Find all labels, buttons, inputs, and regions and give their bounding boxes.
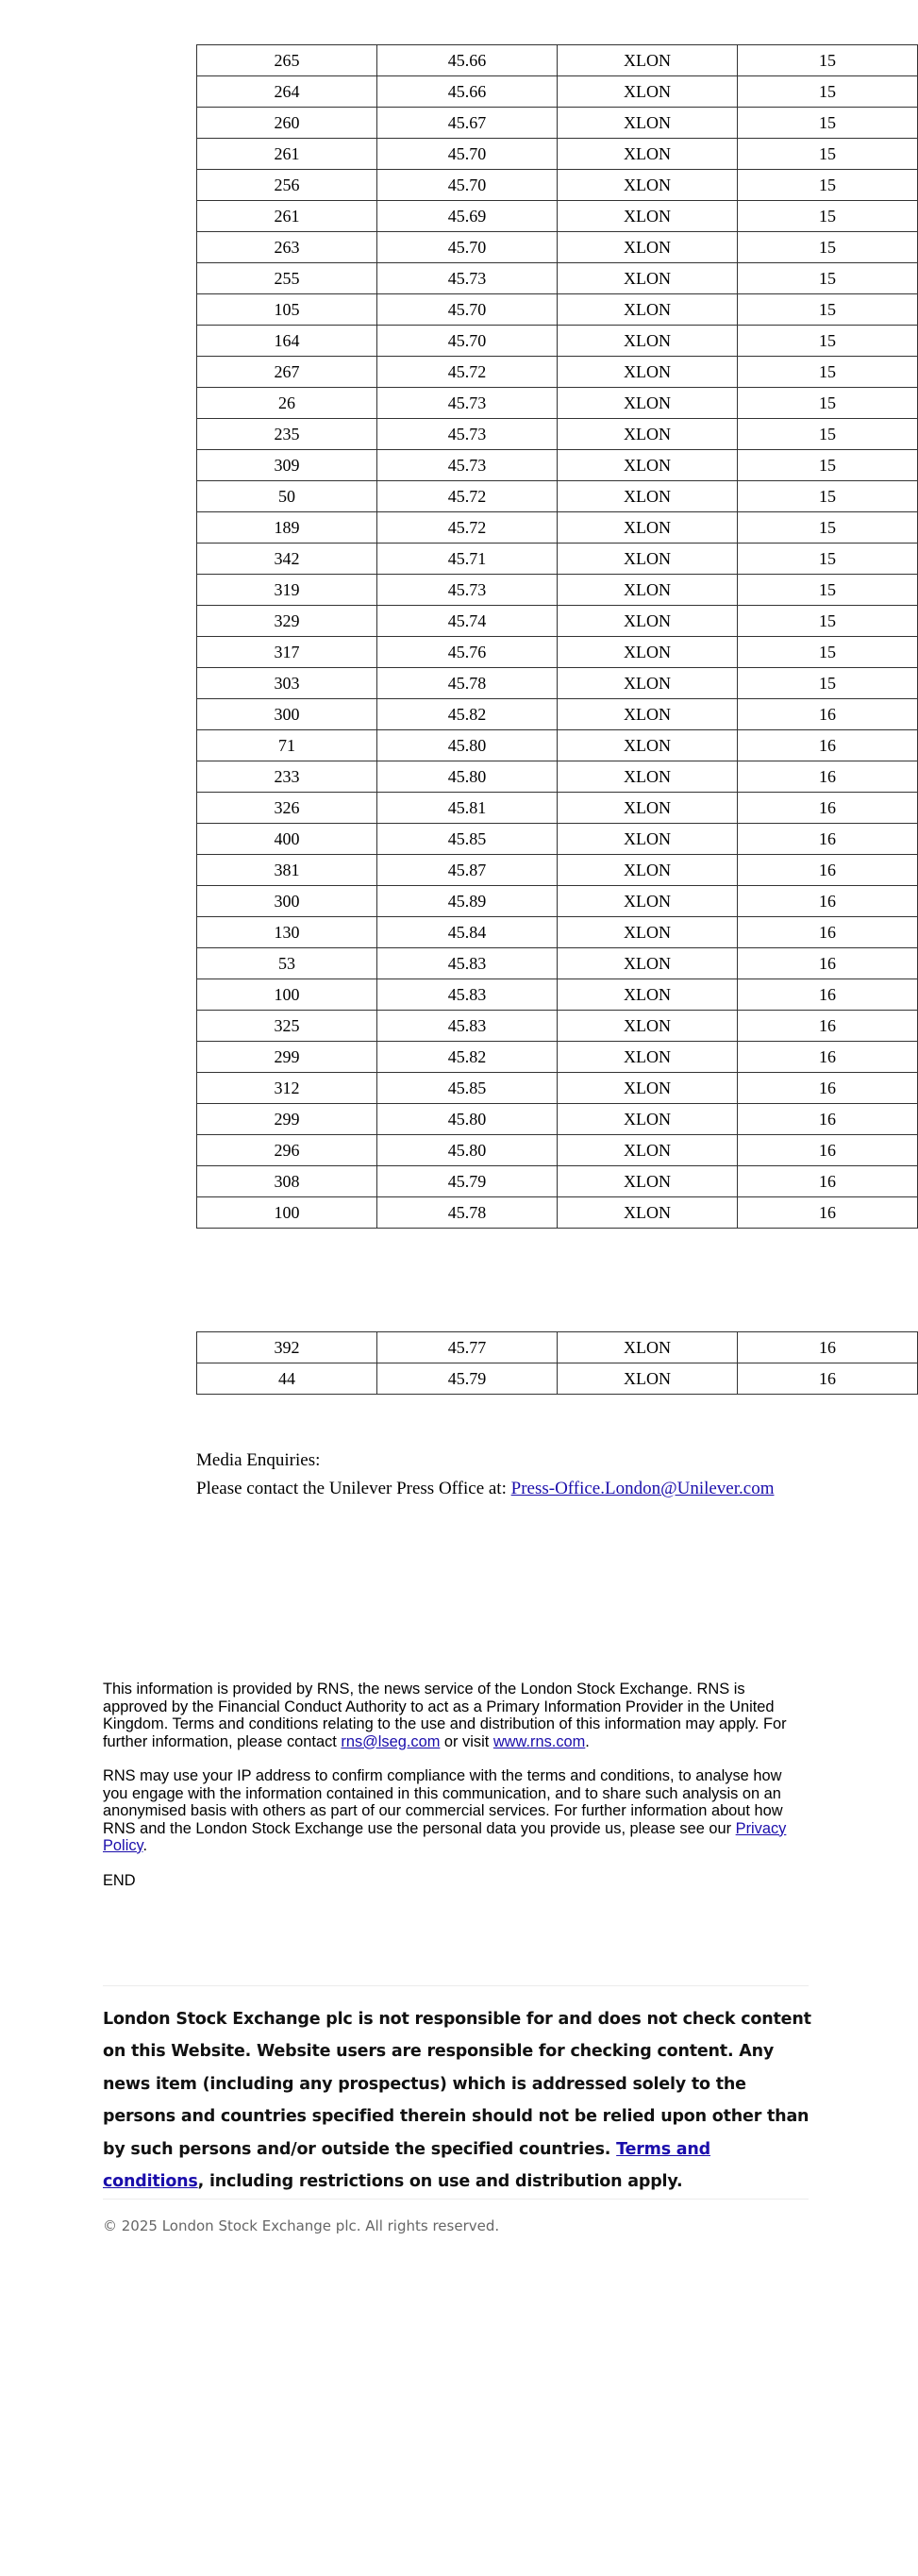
volume-cell: 261 xyxy=(197,201,377,232)
venue-cell: XLON xyxy=(558,294,738,326)
trade-table xyxy=(196,1331,918,1395)
time-cell: 16 xyxy=(738,1042,918,1073)
rns-privacy-text: RNS may use your IP address to confirm compliance with the terms and conditions, to analyse how you engage with the information contained in this communication, and to share such analysis on an anonymised basis with others as part of our commercial services. For further information about how RNS and the London Stock Exchange use the personal data you provide us, please see our xyxy=(103,1767,783,1837)
price-cell: 45.76 xyxy=(377,637,558,668)
table-row xyxy=(197,419,918,450)
volume-cell: 381 xyxy=(197,855,377,886)
table-row xyxy=(197,668,918,699)
rns-disclaimer xyxy=(103,1681,810,1906)
table-row xyxy=(197,1332,918,1363)
end-marker: END xyxy=(103,1871,136,1889)
volume-cell: 100 xyxy=(197,1197,377,1229)
lse-notice-end: , including restrictions on use and distribution apply. xyxy=(197,2172,683,2192)
volume-cell: 233 xyxy=(197,761,377,793)
table-row xyxy=(197,1011,918,1042)
time-cell: 16 xyxy=(738,1011,918,1042)
privacy-policy-link[interactable]: Privacy Policy xyxy=(103,1819,787,1854)
price-cell: 45.77 xyxy=(377,1332,558,1363)
volume-cell: 53 xyxy=(197,948,377,979)
time-cell: 15 xyxy=(738,419,918,450)
time-cell: 15 xyxy=(738,263,918,294)
venue-cell: XLON xyxy=(558,357,738,388)
table-row xyxy=(197,1197,918,1229)
price-cell: 45.89 xyxy=(377,886,558,917)
price-cell: 45.78 xyxy=(377,1197,558,1229)
rns-privacy-end: . xyxy=(142,1837,148,1854)
price-cell: 45.73 xyxy=(377,263,558,294)
volume-cell: 264 xyxy=(197,76,377,108)
volume-cell: 303 xyxy=(197,668,377,699)
table-row xyxy=(197,979,918,1011)
volume-cell: 299 xyxy=(197,1042,377,1073)
volume-cell: 265 xyxy=(197,45,377,76)
venue-cell: XLON xyxy=(558,948,738,979)
table-row xyxy=(197,1135,918,1166)
table-row xyxy=(197,450,918,481)
table-row xyxy=(197,575,918,606)
table-row xyxy=(197,170,918,201)
price-cell: 45.80 xyxy=(377,730,558,761)
volume-cell: 235 xyxy=(197,419,377,450)
volume-cell: 299 xyxy=(197,1104,377,1135)
price-cell: 45.78 xyxy=(377,668,558,699)
price-cell: 45.70 xyxy=(377,326,558,357)
rns-email-link[interactable]: rns@lseg.com xyxy=(341,1732,441,1750)
table-row xyxy=(197,263,918,294)
venue-cell: XLON xyxy=(558,108,738,139)
time-cell: 15 xyxy=(738,294,918,326)
price-cell: 45.66 xyxy=(377,76,558,108)
venue-cell: XLON xyxy=(558,1011,738,1042)
rns-info-paragraph xyxy=(103,1681,810,1750)
time-cell: 16 xyxy=(738,1135,918,1166)
venue-cell: XLON xyxy=(558,232,738,263)
table-row xyxy=(197,139,918,170)
price-cell: 45.72 xyxy=(377,481,558,512)
table-row xyxy=(197,917,918,948)
volume-cell: 296 xyxy=(197,1135,377,1166)
venue-cell: XLON xyxy=(558,45,738,76)
volume-cell: 325 xyxy=(197,1011,377,1042)
volume-cell: 300 xyxy=(197,699,377,730)
price-cell: 45.74 xyxy=(377,606,558,637)
time-cell: 15 xyxy=(738,388,918,419)
venue-cell: XLON xyxy=(558,1073,738,1104)
volume-cell: 392 xyxy=(197,1332,377,1363)
table-row xyxy=(197,326,918,357)
table-row xyxy=(197,357,918,388)
venue-cell: XLON xyxy=(558,730,738,761)
price-cell: 45.79 xyxy=(377,1166,558,1197)
volume-cell: 100 xyxy=(197,979,377,1011)
price-cell: 45.82 xyxy=(377,699,558,730)
venue-cell: XLON xyxy=(558,201,738,232)
time-cell: 15 xyxy=(738,481,918,512)
time-cell: 16 xyxy=(738,1104,918,1135)
time-cell: 16 xyxy=(738,1197,918,1229)
table-row xyxy=(197,761,918,793)
time-cell: 15 xyxy=(738,139,918,170)
table-row xyxy=(197,76,918,108)
volume-cell: 329 xyxy=(197,606,377,637)
time-cell: 16 xyxy=(738,1166,918,1197)
volume-cell: 317 xyxy=(197,637,377,668)
venue-cell: XLON xyxy=(558,979,738,1011)
price-cell: 45.82 xyxy=(377,1042,558,1073)
volume-cell: 267 xyxy=(197,357,377,388)
price-cell: 45.66 xyxy=(377,45,558,76)
price-cell: 45.80 xyxy=(377,1135,558,1166)
venue-cell: XLON xyxy=(558,1042,738,1073)
time-cell: 16 xyxy=(738,824,918,855)
venue-cell: XLON xyxy=(558,699,738,730)
time-cell: 15 xyxy=(738,170,918,201)
lse-notice-text: London Stock Exchange plc is not responsible for and does not check content on this Website. Website users are responsible for checking content. Any news item (including any prospectus) which is addressed solely to the persons and countries specified therein should not be relied upon other than by such persons and/or outside the specified countries. xyxy=(103,2010,811,2159)
volume-cell: 256 xyxy=(197,170,377,201)
venue-cell: XLON xyxy=(558,824,738,855)
table-row xyxy=(197,45,918,76)
venue-cell: XLON xyxy=(558,917,738,948)
price-cell: 45.80 xyxy=(377,761,558,793)
time-cell: 15 xyxy=(738,544,918,575)
venue-cell: XLON xyxy=(558,512,738,544)
volume-cell: 312 xyxy=(197,1073,377,1104)
venue-cell: XLON xyxy=(558,761,738,793)
media-contact xyxy=(196,1475,857,1503)
time-cell: 16 xyxy=(738,855,918,886)
table-row xyxy=(197,1363,918,1395)
rns-privacy-paragraph xyxy=(103,1767,810,1855)
table-row xyxy=(197,388,918,419)
time-cell: 15 xyxy=(738,512,918,544)
price-cell: 45.70 xyxy=(377,294,558,326)
time-cell: 16 xyxy=(738,793,918,824)
venue-cell: XLON xyxy=(558,450,738,481)
time-cell: 16 xyxy=(738,699,918,730)
volume-cell: 319 xyxy=(197,575,377,606)
price-cell: 45.85 xyxy=(377,1073,558,1104)
volume-cell: 342 xyxy=(197,544,377,575)
time-cell: 15 xyxy=(738,326,918,357)
venue-cell: XLON xyxy=(558,1197,738,1229)
price-cell: 45.73 xyxy=(377,450,558,481)
venue-cell: XLON xyxy=(558,326,738,357)
volume-cell: 105 xyxy=(197,294,377,326)
venue-cell: XLON xyxy=(558,1135,738,1166)
price-cell: 45.67 xyxy=(377,108,558,139)
time-cell: 15 xyxy=(738,575,918,606)
volume-cell: 309 xyxy=(197,450,377,481)
price-cell: 45.83 xyxy=(377,979,558,1011)
price-cell: 45.70 xyxy=(377,232,558,263)
price-cell: 45.69 xyxy=(377,201,558,232)
venue-cell: XLON xyxy=(558,793,738,824)
volume-cell: 400 xyxy=(197,824,377,855)
time-cell: 15 xyxy=(738,201,918,232)
volume-cell: 260 xyxy=(197,108,377,139)
table-row xyxy=(197,637,918,668)
venue-cell: XLON xyxy=(558,1363,738,1395)
time-cell: 16 xyxy=(738,761,918,793)
time-cell: 16 xyxy=(738,1332,918,1363)
price-cell: 45.73 xyxy=(377,575,558,606)
venue-cell: XLON xyxy=(558,1104,738,1135)
venue-cell: XLON xyxy=(558,606,738,637)
table-row xyxy=(197,730,918,761)
table-row xyxy=(197,948,918,979)
divider xyxy=(103,2199,809,2200)
volume-cell: 263 xyxy=(197,232,377,263)
volume-cell: 130 xyxy=(197,917,377,948)
venue-cell: XLON xyxy=(558,170,738,201)
press-office-email-link[interactable]: Press-Office.London@Unilever.com xyxy=(510,1479,775,1498)
venue-cell: XLON xyxy=(558,637,738,668)
table-row xyxy=(197,108,918,139)
trade-table xyxy=(196,44,918,1229)
volume-cell: 189 xyxy=(197,512,377,544)
table-row xyxy=(197,699,918,730)
table-row xyxy=(197,855,918,886)
venue-cell: XLON xyxy=(558,886,738,917)
price-cell: 45.70 xyxy=(377,170,558,201)
venue-cell: XLON xyxy=(558,855,738,886)
time-cell: 15 xyxy=(738,108,918,139)
rns-info-mid: or visit xyxy=(440,1732,493,1750)
time-cell: 15 xyxy=(738,357,918,388)
venue-cell: XLON xyxy=(558,388,738,419)
time-cell: 16 xyxy=(738,917,918,948)
price-cell: 45.81 xyxy=(377,793,558,824)
price-cell: 45.72 xyxy=(377,512,558,544)
time-cell: 16 xyxy=(738,1073,918,1104)
rns-website-link[interactable]: www.rns.com xyxy=(492,1732,586,1750)
rns-info-text: This information is provided by RNS, the news service of the London Stock Exchange. RNS is approved by the Financial Conduct Authority to act as a Primary Information Provider in the United Kingdom. Terms and conditions relating to the use and distribution of this information may apply. For further information, please contact xyxy=(103,1681,787,1750)
volume-cell: 164 xyxy=(197,326,377,357)
volume-cell: 71 xyxy=(197,730,377,761)
table-row xyxy=(197,606,918,637)
table-row xyxy=(197,886,918,917)
time-cell: 15 xyxy=(738,637,918,668)
table-row xyxy=(197,544,918,575)
price-cell: 45.79 xyxy=(377,1363,558,1395)
media-heading: Media Enquiries: xyxy=(196,1450,321,1470)
time-cell: 15 xyxy=(738,45,918,76)
venue-cell: XLON xyxy=(558,139,738,170)
table-row xyxy=(197,793,918,824)
price-cell: 45.87 xyxy=(377,855,558,886)
price-cell: 45.83 xyxy=(377,948,558,979)
price-cell: 45.72 xyxy=(377,357,558,388)
price-cell: 45.73 xyxy=(377,388,558,419)
venue-cell: XLON xyxy=(558,1332,738,1363)
price-cell: 45.70 xyxy=(377,139,558,170)
venue-cell: XLON xyxy=(558,419,738,450)
time-cell: 16 xyxy=(738,948,918,979)
volume-cell: 50 xyxy=(197,481,377,512)
copyright-notice: © 2025 London Stock Exchange plc. All rights reserved. xyxy=(103,2217,500,2234)
price-cell: 45.73 xyxy=(377,419,558,450)
price-cell: 45.80 xyxy=(377,1104,558,1135)
time-cell: 15 xyxy=(738,606,918,637)
table-row xyxy=(197,1104,918,1135)
table-row xyxy=(197,1042,918,1073)
lse-responsibility-notice xyxy=(103,2003,812,2198)
media-enquiries xyxy=(196,1447,857,1503)
table-row xyxy=(197,1166,918,1197)
volume-cell: 326 xyxy=(197,793,377,824)
table-row xyxy=(197,1073,918,1104)
table-row xyxy=(197,232,918,263)
venue-cell: XLON xyxy=(558,263,738,294)
price-cell: 45.71 xyxy=(377,544,558,575)
trade-table-part-2 xyxy=(196,1331,836,1396)
venue-cell: XLON xyxy=(558,76,738,108)
divider xyxy=(103,1985,809,1986)
venue-cell: XLON xyxy=(558,544,738,575)
time-cell: 15 xyxy=(738,76,918,108)
volume-cell: 26 xyxy=(197,388,377,419)
price-cell: 45.84 xyxy=(377,917,558,948)
venue-cell: XLON xyxy=(558,481,738,512)
volume-cell: 261 xyxy=(197,139,377,170)
time-cell: 15 xyxy=(738,668,918,699)
time-cell: 16 xyxy=(738,979,918,1011)
time-cell: 16 xyxy=(738,730,918,761)
price-cell: 45.85 xyxy=(377,824,558,855)
time-cell: 15 xyxy=(738,232,918,263)
volume-cell: 308 xyxy=(197,1166,377,1197)
venue-cell: XLON xyxy=(558,668,738,699)
time-cell: 16 xyxy=(738,886,918,917)
price-cell: 45.83 xyxy=(377,1011,558,1042)
table-row xyxy=(197,481,918,512)
time-cell: 16 xyxy=(738,1363,918,1395)
rns-info-end: . xyxy=(585,1732,590,1750)
table-row xyxy=(197,201,918,232)
volume-cell: 300 xyxy=(197,886,377,917)
volume-cell: 255 xyxy=(197,263,377,294)
volume-cell: 44 xyxy=(197,1363,377,1395)
trade-table-part-1 xyxy=(196,44,836,1225)
venue-cell: XLON xyxy=(558,575,738,606)
venue-cell: XLON xyxy=(558,1166,738,1197)
terms-and-conditions-link[interactable]: Terms and conditions xyxy=(103,2139,711,2192)
table-row xyxy=(197,512,918,544)
table-row xyxy=(197,294,918,326)
table-row xyxy=(197,824,918,855)
time-cell: 15 xyxy=(738,450,918,481)
media-contact-prefix: Please contact the Unilever Press Office at: xyxy=(196,1479,511,1498)
